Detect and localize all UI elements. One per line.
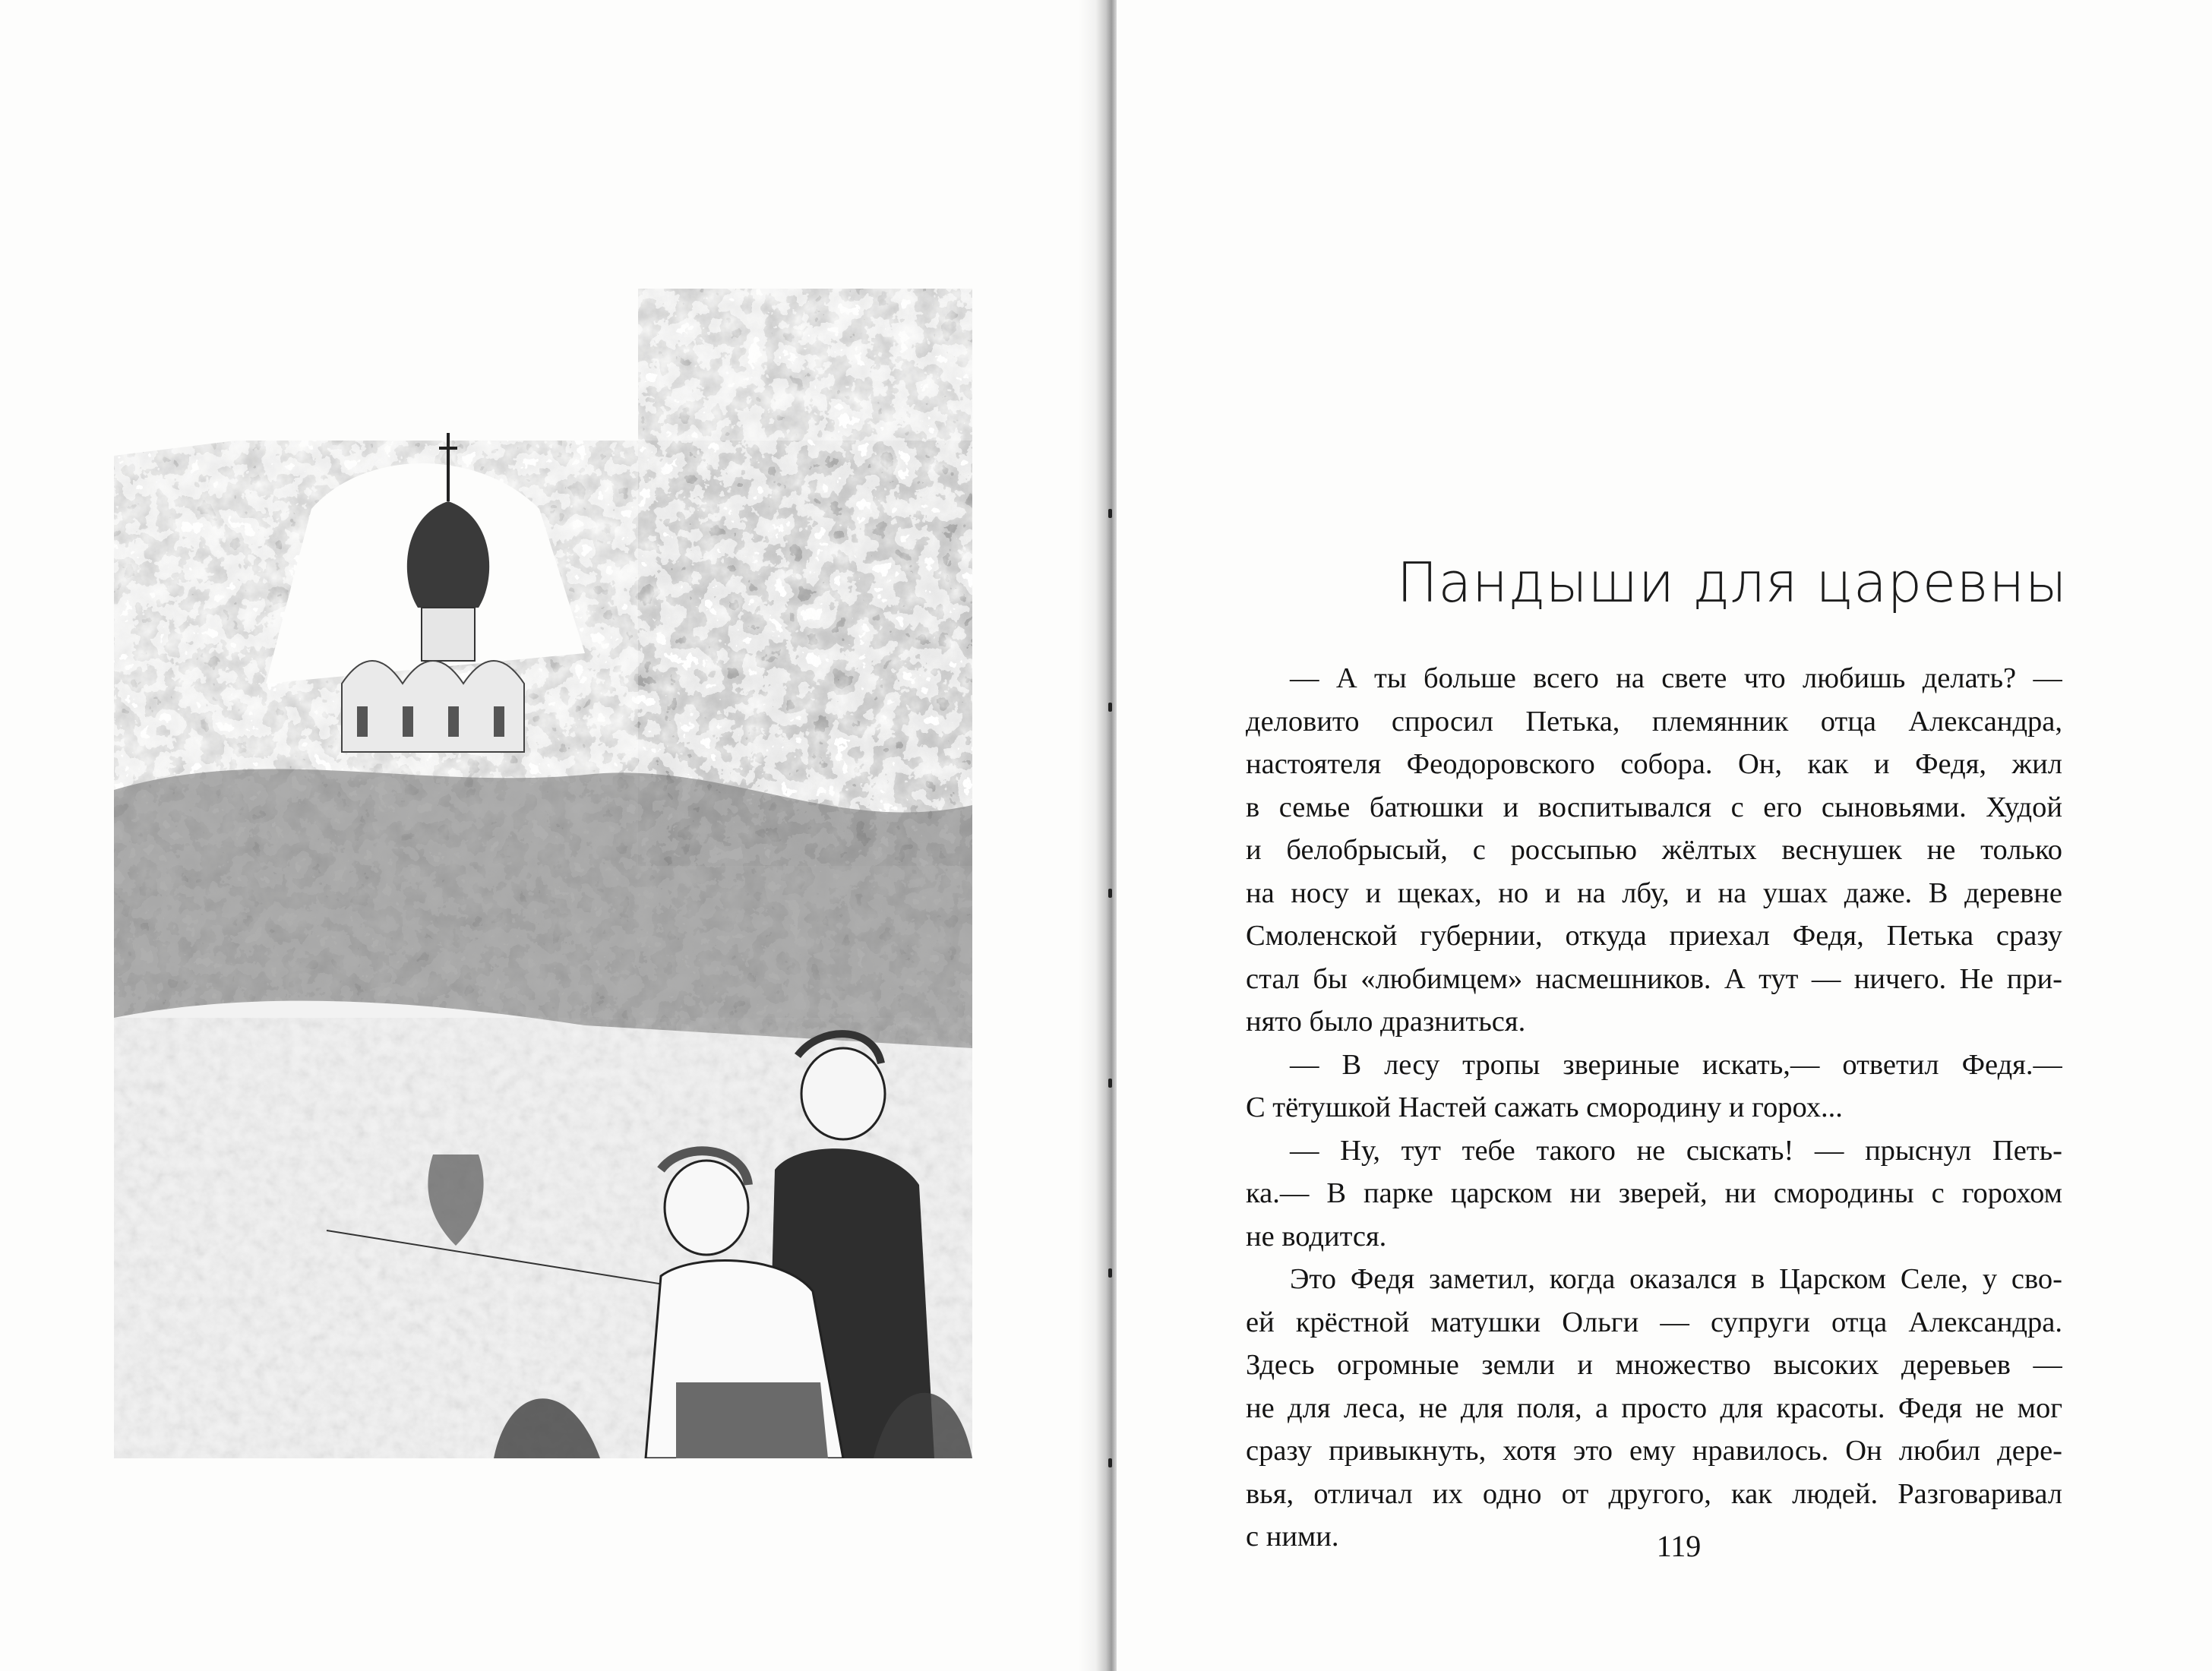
text-line: — А ты больше всего на свете что любишь делать? — (1290, 662, 2062, 694)
text-line: вья, отличал их одно от другого, как людей. Разговаривал (1246, 1477, 2062, 1510)
text-line: нято было дразниться. (1246, 1006, 1526, 1038)
church-by-pond-illustration (114, 258, 972, 1458)
text-line: Это Федя заметил, когда оказался в Царском Селе, у сво- (1290, 1263, 2062, 1295)
binding-stitch (1108, 1079, 1112, 1088)
text-line: — Ну, тут тебе такого не сыскать! — прыснул Петь- (1290, 1134, 2062, 1167)
binding-stitch (1108, 509, 1112, 518)
text-line: и белобрысый, с россыпью жёлтых веснушек не только (1246, 834, 2062, 866)
text-line: в семье батюшки и воспитывался с его сыновьями. Худой (1246, 791, 2062, 823)
page-number: 119 (1656, 1529, 1702, 1563)
text-line: не для леса, не для поля, а просто для красоты. Федя не мог (1246, 1391, 2062, 1424)
binding-stitch (1108, 889, 1112, 898)
text-line: Здесь огромные земли и множество высоких деревьев — (1246, 1349, 2062, 1381)
text-line: Смоленской губернии, откуда приехал Федя, Петька сразу (1246, 920, 2062, 952)
text-line: не водится. (1246, 1220, 1387, 1252)
chapter-title: Пандыши для царевны (1396, 551, 2068, 614)
text-line: ей крёстной матушки Ольги — супруги отца Александра. (1246, 1306, 2062, 1338)
text-line: сразу привыкнуть, хотя это ему нравилось. Он любил дере- (1246, 1435, 2062, 1467)
binding-stitch (1108, 1268, 1112, 1278)
text-line: настоятеля Феодоровского собора. Он, как и Федя, жил (1246, 748, 2062, 780)
body-text (1246, 657, 2062, 1559)
text-line: деловито спросил Петька, племянник отца Александра, (1246, 705, 2062, 738)
illustration-drawing (114, 258, 972, 1458)
binding-stitch (1108, 1458, 1112, 1467)
text-line: с ними. (1246, 1521, 1339, 1553)
text-line: стал бы «любимцем» насмешников. А тут — ничего. Не при- (1246, 962, 2062, 995)
binding-stitch (1108, 703, 1112, 712)
text-line: — В лесу тропы звериные искать,— ответил Федя.— (1290, 1048, 2062, 1081)
text-line: С тётушкой Настей сажать смородину и горох... (1246, 1091, 1843, 1123)
left-page (0, 0, 1101, 1671)
text-line: на носу и щеках, но и на лбу, и на ушах даже. В деревне (1246, 877, 2062, 909)
text-line: ка.— В парке царском ни зверей, ни смородины с горохом (1246, 1177, 2062, 1209)
